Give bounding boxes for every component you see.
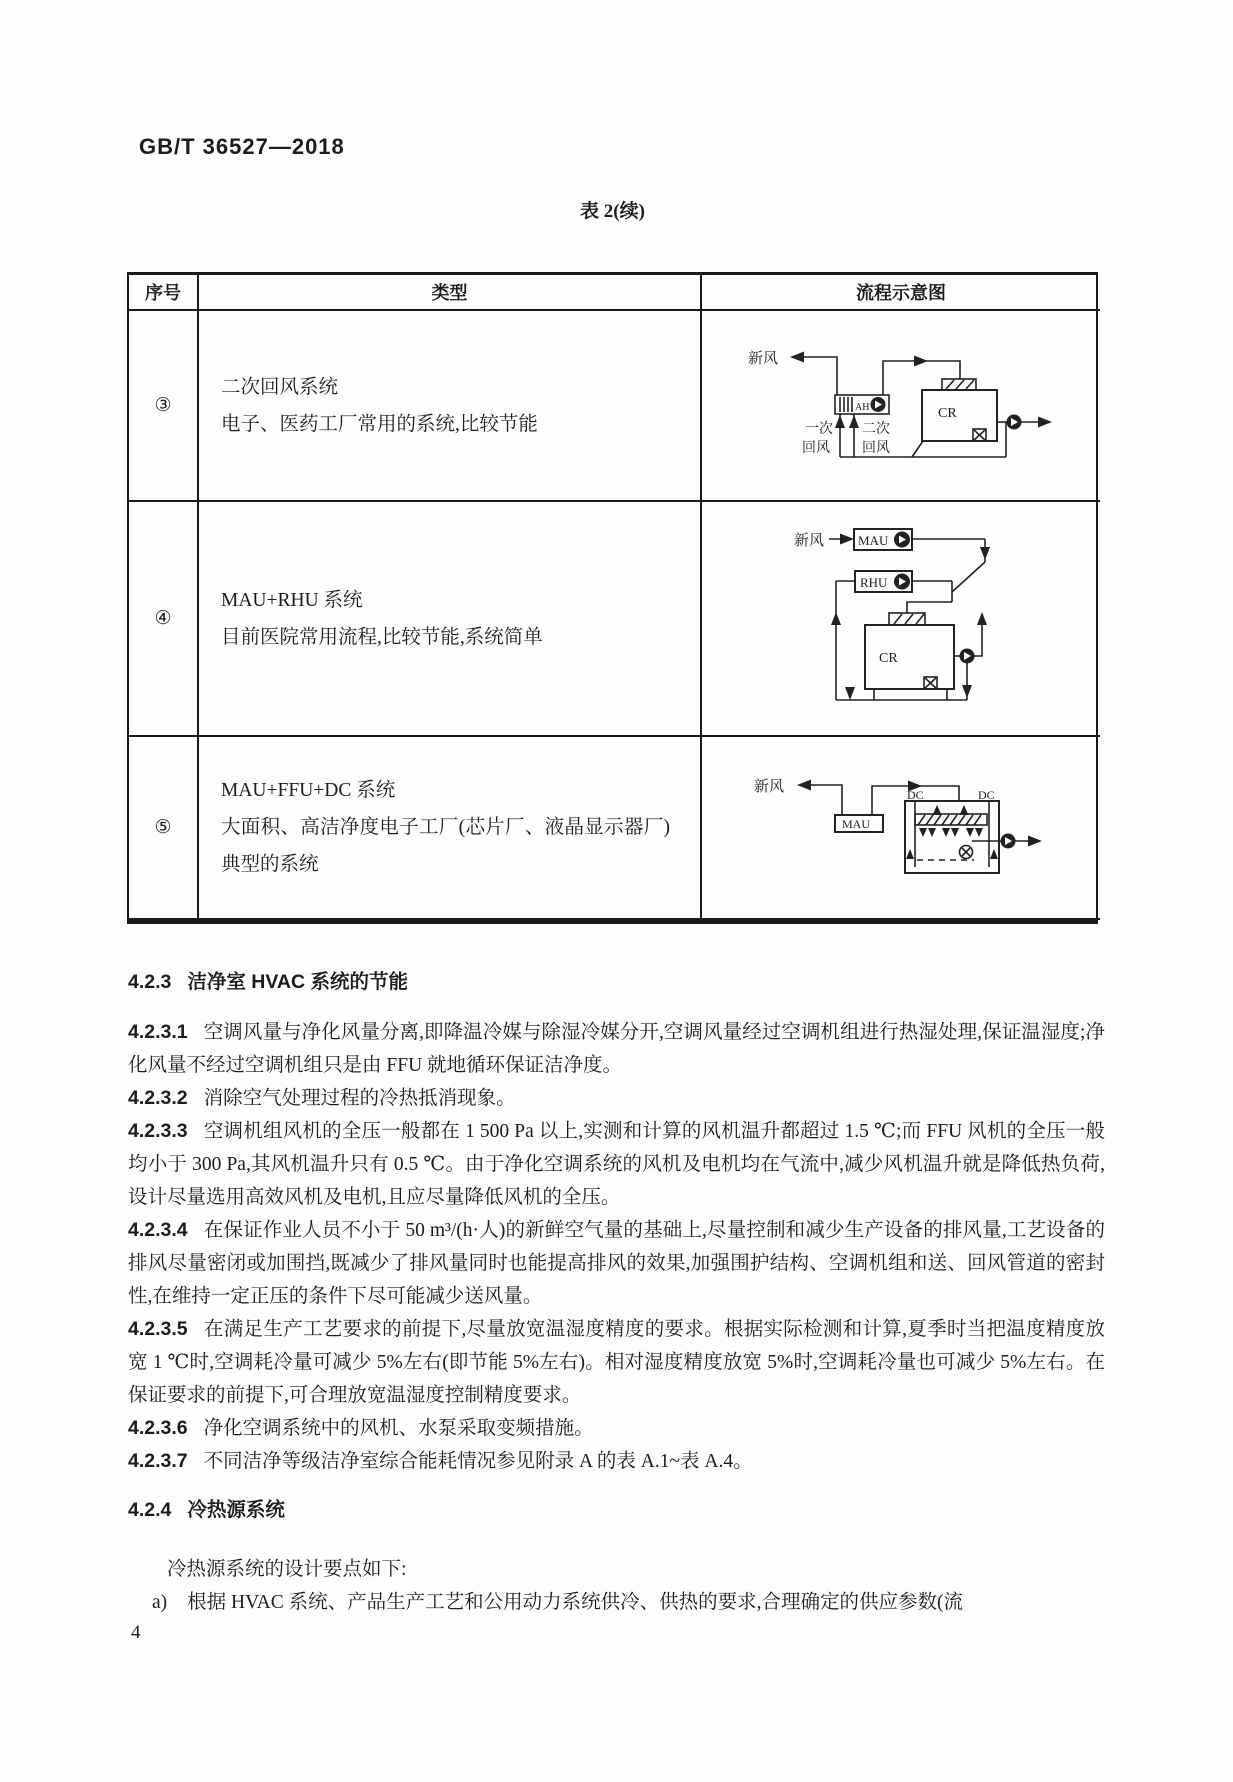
clause-4-2-4-intro: 冷热源系统的设计要点如下: <box>167 1559 407 1580</box>
branch-down-arrowhead <box>980 547 990 560</box>
column-header-type: 类型 <box>199 275 702 311</box>
flow-diagram-5-svg <box>702 737 1100 918</box>
ahu-label: AH <box>855 402 870 413</box>
row-number-3: ③ <box>129 311 199 502</box>
flow-diagram-3-svg <box>702 311 1100 500</box>
clause-4-2-3-5 <box>128 1313 1105 1412</box>
clause-text: 在满足生产工艺要求的前提下,尽量放宽温湿度精度的要求。根据实际检测和计算,夏季时当把温度精度放宽 1 ℃时,空调耗冷量可减少 5%左右(即节能 5%左右)。相对湿度精度放宽 5%时,空调耗冷量也可减少 5%左右。在保证要求的前提下,可合理放宽温湿度控制精度要求。 <box>128 1319 1105 1406</box>
secondary-return-arrowhead <box>849 415 859 428</box>
row-number-5: ⑤ <box>129 737 199 920</box>
system-desc: 大面积、高洁净度电子工厂(芯片厂、液晶显示器厂)典型的系统 <box>221 817 670 875</box>
primary-return-arrowhead <box>835 415 845 428</box>
exhaust-arrowhead <box>1038 417 1052 428</box>
ffu-down-arrowhead-1 <box>919 828 927 837</box>
clause-number: 4.2.3.3 <box>128 1120 188 1142</box>
clause-text: 消除空气处理过程的冷热抵消现象。 <box>203 1088 516 1109</box>
rhu-label: RHU <box>860 575 888 590</box>
return-up-arrowhead <box>831 612 841 625</box>
fresh-air-arrowhead <box>797 780 811 791</box>
dc-left-label: DC <box>907 788 924 802</box>
clause-text: 空调风量与净化风量分离,即降温冷媒与除湿冷媒分开,空调风量经过空调机组进行热湿处理,保证温湿度;净化风量不经过空调机组只是由 FFU 就地循环保证洁净度。 <box>128 1022 1105 1076</box>
plenum-up-arrowhead-1 <box>933 805 942 815</box>
ffu-down-arrowhead-5 <box>966 828 974 837</box>
return-down-arrowhead-left <box>845 687 855 700</box>
return-down-arrowhead-right <box>962 685 972 698</box>
fresh-air-label: 新风 <box>748 351 779 367</box>
system-name: 二次回风系统 <box>221 376 339 398</box>
table-2-continued <box>127 272 1098 924</box>
row-number-4: ④ <box>129 502 199 737</box>
mau-label: MAU <box>858 533 889 548</box>
primary-return-label-1: 一次 <box>805 422 833 437</box>
secondary-return-label-1: 二次 <box>862 422 890 437</box>
column-header-index: 序号 <box>129 275 199 311</box>
diagram-mau-ffu-dc-system <box>702 737 1100 920</box>
clause-text: 不同洁净等级洁净室综合能耗情况参见附录 A 的表 A.1~表 A.4。 <box>203 1451 753 1472</box>
clause-text: 空调机组风机的全压一般都在 1 500 Pa 以上,实测和计算的风机温升都超过 1.5 ℃;而 FFU 风机的全压一般均小于 300 Pa,其风机温升只有 0.5 ℃。由于净化空调系统的风机及电机均在气流中,减少风机温升就是降低热负荷,设计尽量选用高效风机及电机,且应尽量降低风机的全压。 <box>128 1121 1105 1208</box>
ffu-down-arrowhead-3 <box>942 828 950 837</box>
fresh-air-arrowhead <box>790 352 804 363</box>
system-desc: 目前医院常用流程,比较节能,系统简单 <box>221 626 543 648</box>
dc-left-up-arrowhead <box>906 849 914 859</box>
clause-title: 洁净室 HVAC 系统的节能 <box>187 971 409 993</box>
secondary-return-label-2: 回风 <box>862 441 890 456</box>
clause-4-2-3-7 <box>128 1445 1105 1478</box>
row-type-4 <box>199 502 702 737</box>
clause-number: 4.2.3.1 <box>128 1021 188 1043</box>
clause-4-2-3-6 <box>128 1412 1105 1445</box>
clause-4-2-3-4 <box>128 1214 1105 1313</box>
clause-text: 在保证作业人员不小于 50 m³/(h·人)的新鲜空气量的基础上,尽量控制和减少生产设备的排风量,工艺设备的排风尽量密闭或加围挡,既减少了排风量同时也能提高排风的效果,加强围护结构、空调机组和送、回风管道的密封性,在维持一定正压的条件下尽可能减少送风量。 <box>128 1220 1105 1307</box>
clause-number: 4.2.3.4 <box>128 1219 188 1241</box>
column-header-diagram: 流程示意图 <box>702 275 1100 311</box>
page-number: 4 <box>131 1622 141 1643</box>
clause-text: 净化空调系统中的风机、水泵采取变频措施。 <box>203 1418 594 1439</box>
ffu-down-arrowhead-6 <box>975 828 983 837</box>
list-item-text: 根据 HVAC 系统、产品生产工艺和公用动力系统供冷、供热的要求,合理确定的供应参数(流 <box>187 1592 964 1613</box>
cleanroom-label: CR <box>938 406 957 421</box>
plenum-up-arrowhead-2 <box>960 805 969 815</box>
clause-number: 4.2.3.7 <box>128 1450 188 1472</box>
flow-diagram-4-svg <box>702 502 1100 735</box>
mau-label: MAU <box>842 817 871 831</box>
fresh-air-label: 新风 <box>754 779 785 795</box>
system-name: MAU+RHU 系统 <box>221 589 363 611</box>
row-type-3 <box>199 311 702 502</box>
clause-title: 冷热源系统 <box>187 1499 285 1521</box>
clause-heading-4-2-4 <box>128 1494 1105 1527</box>
system-desc: 电子、医药工厂常用的系统,比较节能 <box>221 413 538 435</box>
fresh-air-label: 新风 <box>794 533 825 549</box>
exhaust-arrowhead <box>1028 836 1042 847</box>
dc-right-label: DC <box>978 788 995 802</box>
clause-number: 4.2.3.6 <box>128 1417 188 1439</box>
row-type-5 <box>199 737 702 920</box>
dc-right-up-arrowhead <box>990 849 998 859</box>
fresh-air-arrowhead <box>840 534 854 545</box>
exhaust-up-arrowhead <box>977 612 987 625</box>
clause-heading-4-2-3 <box>128 966 1105 999</box>
list-item-marker: a) <box>152 1592 168 1613</box>
standard-number: GB/T 36527—2018 <box>139 134 345 159</box>
primary-return-label-2: 回风 <box>802 441 830 456</box>
clause-number: 4.2.3.5 <box>128 1318 188 1340</box>
system-name: MAU+FFU+DC 系统 <box>221 780 396 801</box>
clause-4-2-3-2 <box>128 1082 1105 1115</box>
supply-arrowhead <box>914 356 928 367</box>
ffu-down-arrowhead-4 <box>951 828 959 837</box>
clause-4-2-3-3 <box>128 1115 1105 1214</box>
cleanroom-label: CR <box>879 651 898 666</box>
clause-number: 4.2.4 <box>128 1499 172 1521</box>
table-title: 表 2(续) <box>580 201 645 222</box>
diagram-mau-rhu-system <box>702 502 1100 737</box>
diagram-secondary-return-system <box>702 311 1100 502</box>
list-item-a <box>128 1586 1105 1619</box>
clause-number: 4.2.3 <box>128 971 172 993</box>
clause-number: 4.2.3.2 <box>128 1087 188 1109</box>
clause-4-2-3-1 <box>128 1016 1105 1082</box>
ffu-down-arrowhead-2 <box>928 828 936 837</box>
body-text <box>128 966 1105 1619</box>
